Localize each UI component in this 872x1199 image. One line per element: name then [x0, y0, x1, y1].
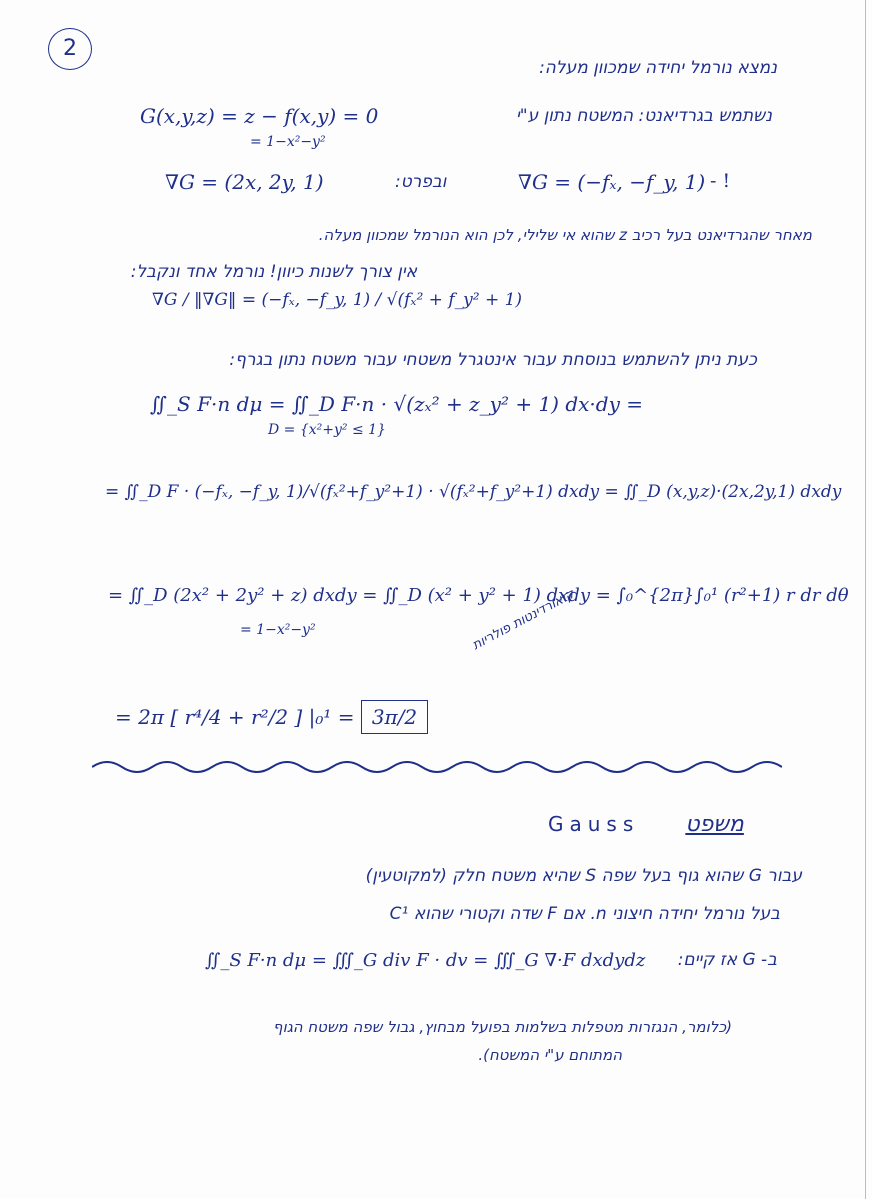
final-answer-box: 3π/2	[361, 700, 428, 734]
theorem-title	[548, 812, 744, 837]
theorem-line-2: בעל נורמל יחידה חיצוני n. אם F שדה וקטורי שהוא C¹	[389, 904, 780, 924]
page-number: 2	[48, 28, 92, 70]
line-gradient-general: ∇G = (−fₓ, −f_y, 1)	[518, 170, 706, 194]
line-unit-normal-formula: ∇G / ‖∇G‖ = (−fₓ, −f_y, 1) / √(fₓ² + f_y² + 1)	[152, 290, 523, 310]
theorem-name-en: Gauss	[548, 812, 640, 836]
page-edge	[865, 0, 866, 1199]
line-domain-D: D = {x²+y² ≤ 1}	[268, 422, 386, 438]
wavy-separator	[92, 752, 782, 782]
line-gradient-value: ∇G = (2x, 2y, 1)	[165, 170, 324, 194]
line-integral-step3: = ∬_D (2x² + 2y² + z) dxdy = ∬_D (x² + y² + 1) dxdy = ∫₀^{2π}∫₀¹ (r²+1) r dr dθ	[108, 585, 849, 606]
line-gradient-tail: - !	[710, 170, 731, 192]
theorem-word-he: משפט	[685, 812, 744, 837]
theorem-line-3-text: ב- G אז קיים:	[677, 950, 777, 970]
line-final-evaluation	[115, 700, 428, 734]
line-in-particular: ובפרט:	[395, 172, 447, 192]
line-surface-equation: G(x,y,z) = z − f(x,y) = 0	[140, 104, 379, 128]
line-integral-step2: = ∬_D F · (−fₓ, −f_y, 1)/√(fₓ²+f_y²+1) · √(fₓ²+f_y²+1) dxdy = ∬_D (x,y,z)·(2x,2y,1) dxdy	[105, 482, 842, 502]
line-f-definition: = 1−x²−y²	[250, 134, 326, 150]
line-unit-normal-intro: נמצא נורמל יחידה שמכוון מעלה:	[539, 58, 777, 78]
theorem-line-1: עבור G שהוא גוף בעל שפה S שהיא משטח חלק (למקוטעין)	[365, 866, 802, 886]
line-surface-integral: ∬_S F·n dμ = ∬_D F·n · √(zₓ² + z_y² + 1) dx·dy =	[150, 392, 643, 416]
theorem-remark-2: המתוחם ע"י המשטח).	[478, 1046, 622, 1064]
line-graph-formula-intro: כעת ניתן להשתמש בנוסחת עבור אינטגרל משטחי עבור משטח נתון בגרף:	[229, 350, 757, 370]
final-expression: = 2π [ r⁴/4 + r²/2 ] |₀¹ =	[115, 705, 355, 729]
line-no-change-needed: אין צורך לשנות כיוון! נורמל אחד ונקבל:	[130, 262, 417, 282]
theorem-formula: ∬_S F·n dμ = ∭_G div F · dv = ∭_G ∇·F dxdydz	[205, 950, 646, 971]
line-gradient-intro: נשתמש בגרדיאנט: המשטח נתון ע"י	[516, 106, 772, 126]
line-polar-note: קואורדינטות פולריות	[470, 586, 578, 654]
line-z-component-note: מאחר שהגרדיאנט בעל רכיב z שהוא אי שלילי, לכן הוא הנורמל שמכוון מעלה.	[318, 226, 812, 244]
line-z-substitution: = 1−x²−y²	[240, 622, 316, 638]
theorem-remark-1: (כלומר, הנגזרות מטפלות בשלמות בפועל מבחוץ, גבול שפה משטח הגוף	[273, 1018, 732, 1036]
